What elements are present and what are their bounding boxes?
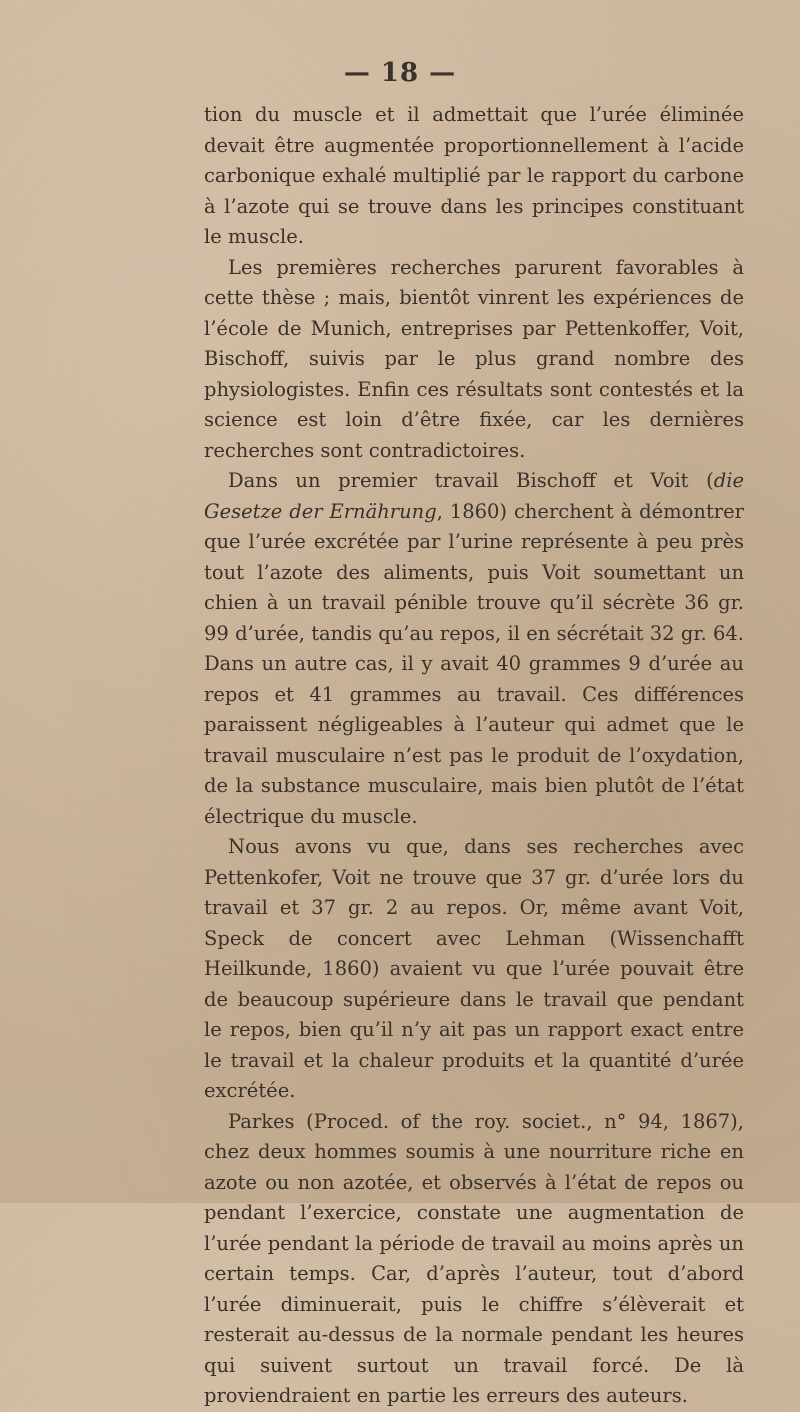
page-number: — 18 — (343, 58, 457, 88)
book-title-italic: die Gesetze der Ernährung (204, 469, 744, 523)
paragraph-3-rest: , 1860) cherchent à démontrer que l’urée excrétée par l’urine représente à peu près tout l’azote des aliments, puis Voit soumettant un chien à un travail pénible trouve qu’il sécrète 36 gr. 99 d’urée, tandis qu’au repos, il en sécrétait 32 gr. 64. Dans un autre cas, il y avait 40 grammes 9 d’urée au repos et 41 grammes au travail. Ces différences paraissent négligeables à l’auteur qui admet que le travail musculaire n’est pas le produit de l’oxydation, de la substance musculaire, mais bien plutôt de l’état électrique du muscle. (204, 499, 744, 828)
paragraph-5: Parkes (Proced. of the roy. societ., n° 94, 1867), chez deux hommes soumis à une nourriture riche en azote ou non azotée, et observés à l’état de repos ou pendant l’exercice, constate une augmentation de l’urée pendant la période de travail au moins après un certain temps. Car, d’après l’auteur, tout d’abord l’urée diminuerait, puis le chiffre s’élèverait et resterait au-dessus de la normale pendant les heures qui suivent surtout un travail forcé. De là proviendraient en partie les erreurs des auteurs. (204, 1109, 744, 1407)
paragraph-4: Nous avons vu que, dans ses recherches avec Pettenkofer, Voit ne trouve que 37 gr. d’urée lors du travail et 37 gr. 2 au repos. Or, même avant Voit, Speck de concert avec Lehman (Wissenchafft Heilkunde, 1860) avaient vu que l’urée pouvait être de beaucoup supérieure dans le travail que pendant le repos, bien qu’il n’y ait pas un rapport exact entre le travail et la chaleur produits et la quantité d’urée excrétée. (204, 835, 744, 1102)
paragraph-3-start: Dans un premier travail Bischoff et Voit ( (228, 469, 714, 492)
body-text (204, 100, 744, 1412)
paragraph-2: Les premières recherches parurent favorables à cette thèse ; mais, bientôt vinrent les expériences de l’école de Munich, entreprises par Pettenkoffer, Voit, Bischoff, suivis par le plus grand nombre des physiologistes. Enfin ces résultats sont contestés et la science est loin d’être fixée, car les dernières recherches sont contradictoires. (204, 255, 744, 462)
paragraph-3 (204, 466, 744, 832)
paragraph-1: tion du muscle et il admettait que l’urée éliminée devait être augmentée proportionnellement à l’acide carbonique exhalé multiplié par le rapport du carbone à l’azote qui se trouve dans les principes constituant le muscle. (204, 103, 744, 248)
